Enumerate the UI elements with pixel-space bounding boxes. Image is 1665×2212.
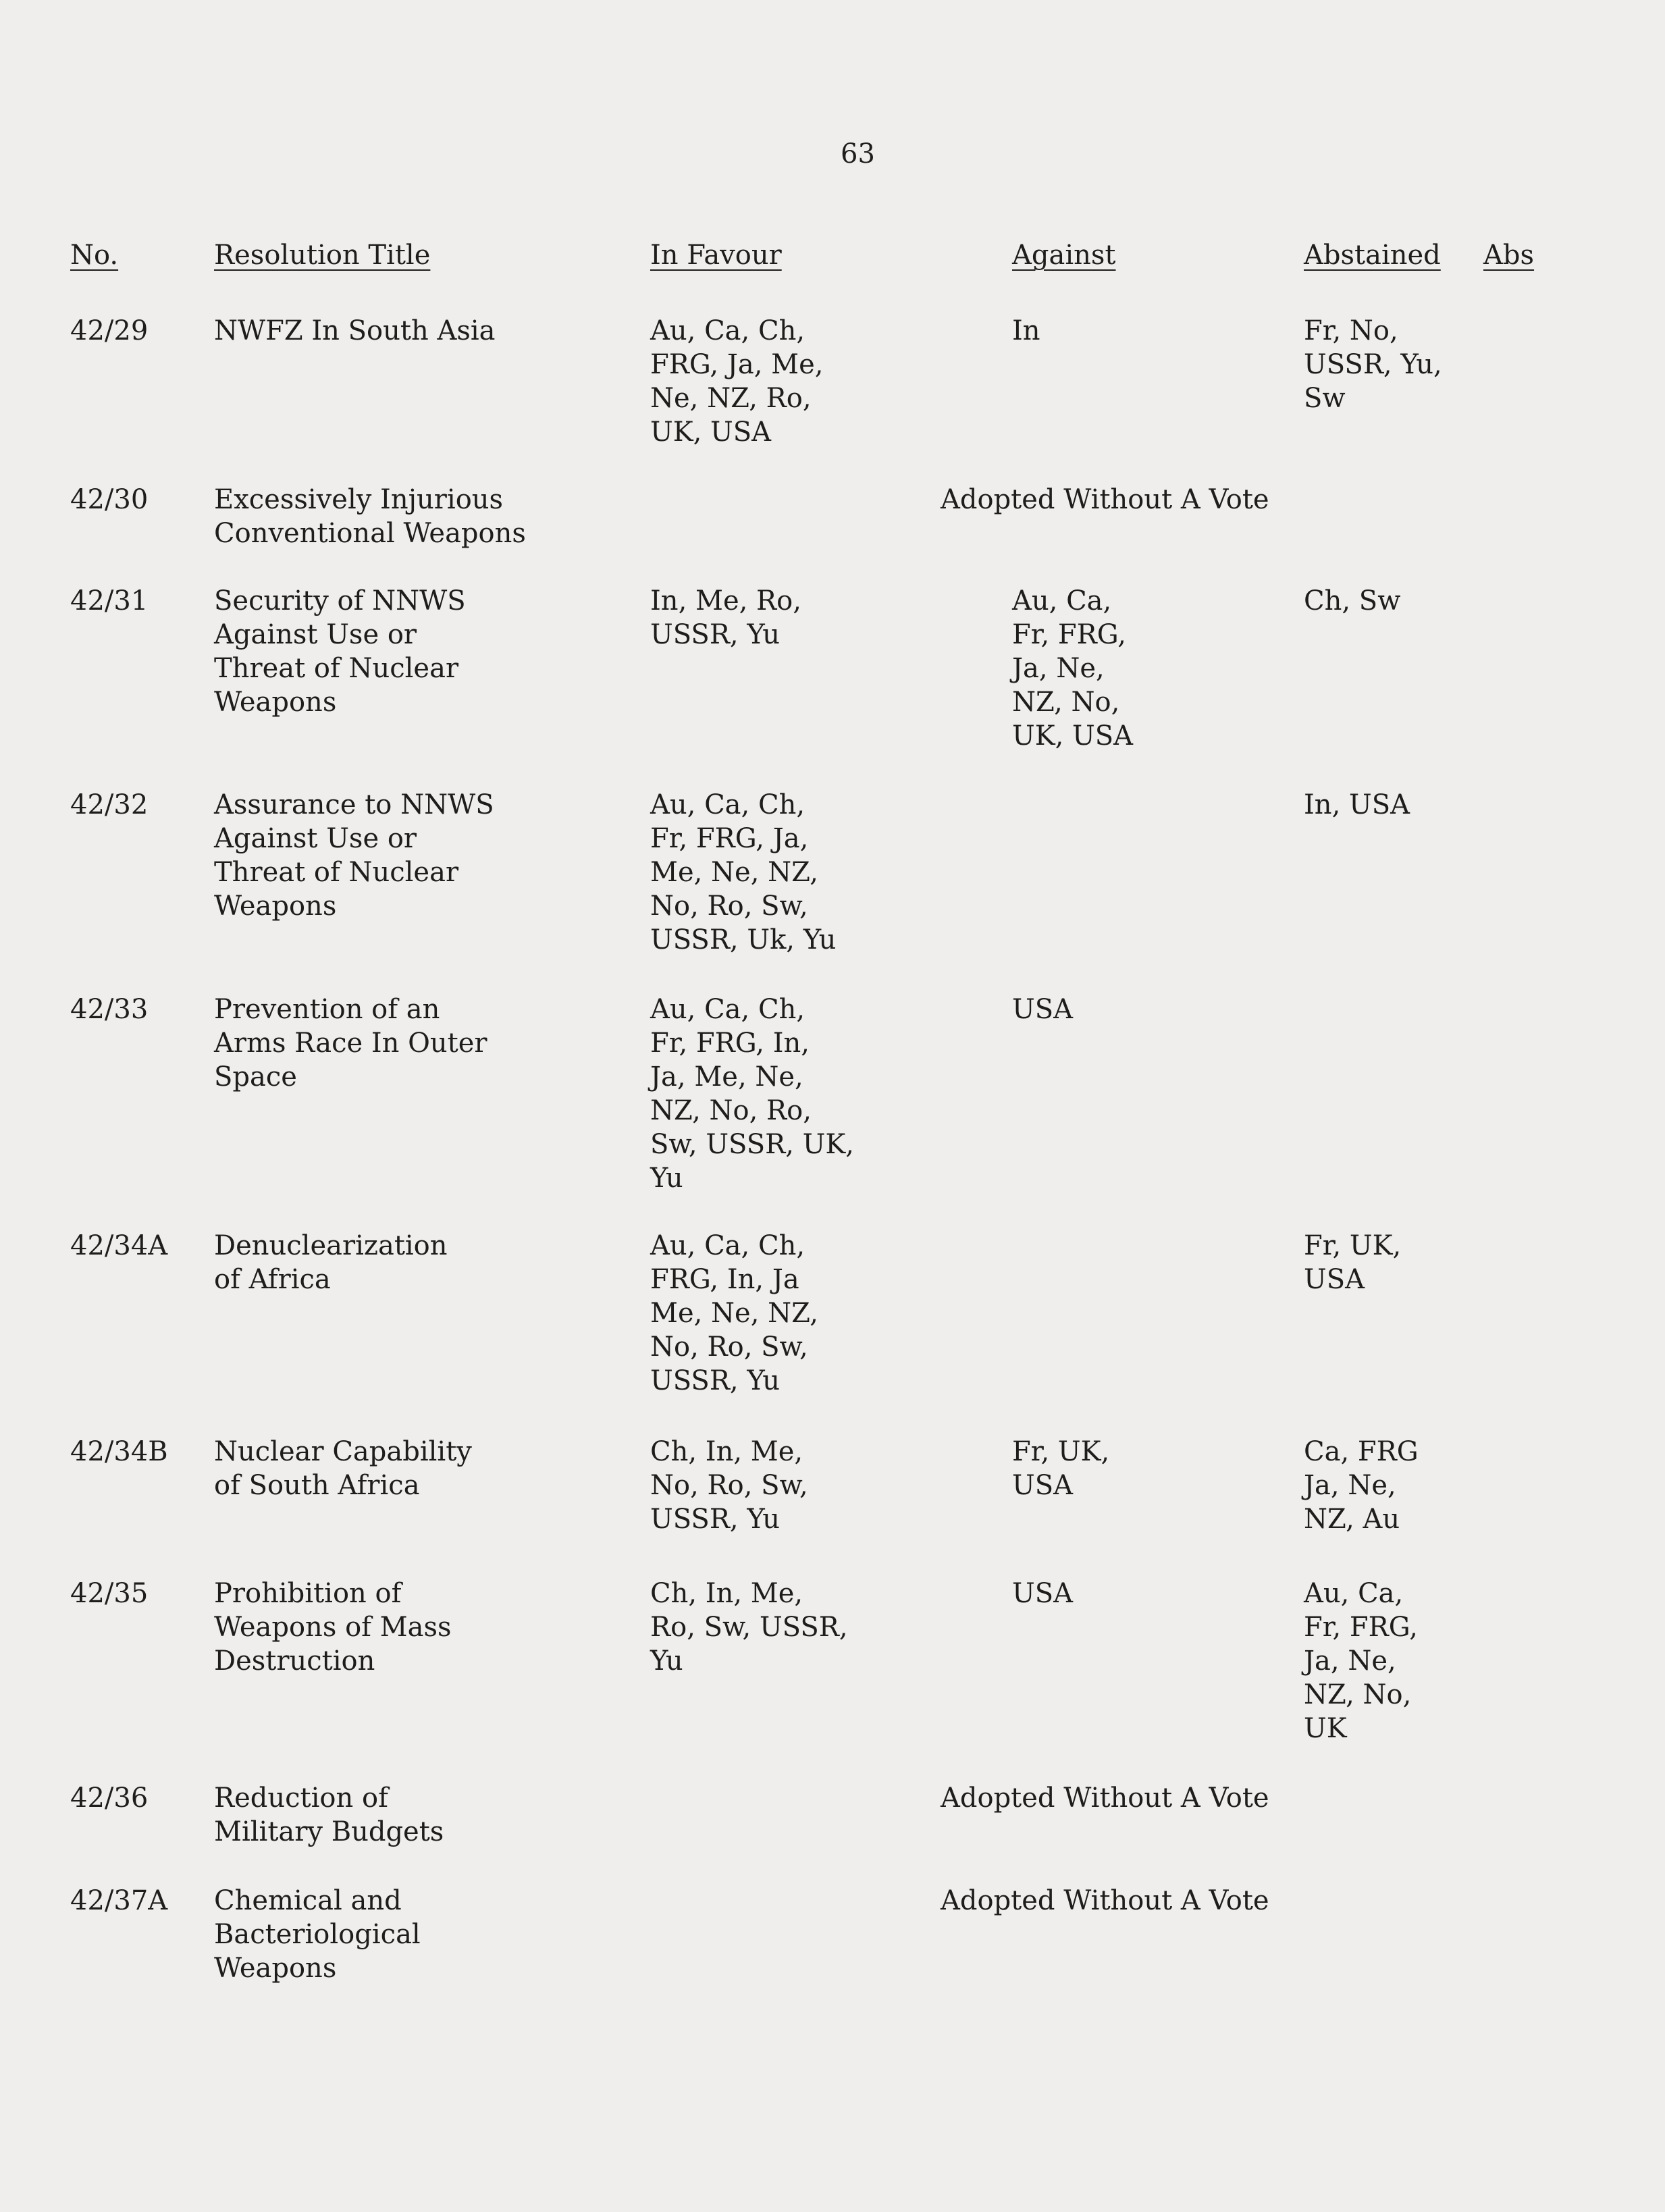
against-cell (1012, 993, 1073, 1026)
resolution-title-line: Bacteriological (214, 1919, 421, 1950)
in-favour-cell-line: Me, Ne, NZ, (650, 1298, 818, 1329)
in-favour-cell-line: Me, Ne, NZ, (650, 857, 818, 888)
resolution-title-line: Assurance to NNWS (214, 789, 494, 820)
resolution-title-line: Reduction of (214, 1783, 388, 1814)
resolution-title-line: Chemical and (214, 1885, 402, 1916)
abstained-cell-line: USA (1304, 1264, 1365, 1295)
resolution-title-line: Destruction (214, 1645, 375, 1677)
abstained-cell-line: UK (1304, 1713, 1347, 1744)
resolution-number: 42/31 (70, 585, 149, 616)
vote-status: Adopted Without A Vote (941, 1783, 1269, 1814)
in-favour-cell-line: Ro, Sw, USSR, (650, 1612, 848, 1643)
in-favour-cell-line: Ne, NZ, Ro, (650, 383, 812, 414)
resolution-title-line: Against Use or (214, 619, 417, 650)
header-abstained: Abstained (1304, 240, 1441, 271)
header-abs: Abs (1483, 240, 1535, 271)
in-favour-cell-line: UK, USA (650, 417, 772, 448)
against-cell-line: USA (1012, 994, 1073, 1025)
abstained-cell-line: Ja, Ne, (1304, 1470, 1396, 1501)
resolution-number: 42/37A (70, 1885, 168, 1916)
in-favour-cell-line: Ja, Me, Ne, (650, 1061, 803, 1092)
abstained-cell-line: Fr, No, (1304, 315, 1398, 346)
resolution-title (214, 993, 487, 1094)
in-favour-cell-line: USSR, Yu (650, 619, 781, 650)
against-cell (1012, 314, 1040, 348)
resolution-title-line: Weapons (214, 891, 337, 922)
against-cell-line: Fr, FRG, (1012, 619, 1127, 650)
resolution-title-line: Nuclear Capability (214, 1436, 472, 1467)
resolution-title-line: Security of NNWS (214, 585, 466, 616)
in-favour-cell-line: No, Ro, Sw, (650, 1332, 808, 1363)
abstained-cell-line: Fr, FRG, (1304, 1612, 1419, 1643)
resolution-number: 42/36 (70, 1783, 149, 1814)
in-favour-cell-line: No, Ro, Sw, (650, 891, 808, 922)
resolution-title-line: NWFZ In South Asia (214, 315, 496, 346)
in-favour-cell (650, 314, 823, 449)
in-favour-cell-line: Fr, FRG, In, (650, 1028, 810, 1059)
resolution-number: 42/33 (70, 994, 149, 1025)
against-cell (1012, 1435, 1109, 1502)
in-favour-cell-line: FRG, In, Ja (650, 1264, 799, 1295)
in-favour-cell-line: USSR, Uk, Yu (650, 924, 837, 955)
against-cell-line: USA (1012, 1470, 1073, 1501)
abstained-cell-line: Ca, FRG (1304, 1436, 1419, 1467)
resolution-title-line: Excessively Injurious (214, 484, 504, 515)
resolution-title (214, 584, 466, 719)
resolution-title (214, 788, 494, 923)
in-favour-cell (650, 1577, 848, 1678)
in-favour-cell (650, 993, 854, 1195)
resolution-number: 42/34B (70, 1436, 168, 1467)
abstained-cell-line: Au, Ca, (1304, 1578, 1404, 1609)
against-cell (1012, 1577, 1073, 1610)
in-favour-cell-line: USSR, Yu (650, 1504, 781, 1535)
against-cell-line: UK, USA (1012, 720, 1134, 752)
in-favour-cell-line: Sw, USSR, UK, (650, 1129, 854, 1160)
abstained-cell-line: USSR, Yu, (1304, 349, 1442, 380)
resolution-title-line: of Africa (214, 1264, 331, 1295)
abstained-cell (1304, 1229, 1401, 1296)
header-in-favour: In Favour (650, 240, 782, 271)
vote-status: Adopted Without A Vote (941, 484, 1269, 515)
vote-status: Adopted Without A Vote (941, 1885, 1269, 1916)
in-favour-cell-line: Fr, FRG, Ja, (650, 823, 809, 854)
abstained-cell-line: Fr, UK, (1304, 1230, 1402, 1261)
resolution-title (214, 1229, 448, 1296)
abstained-cell-line: In, USA (1304, 789, 1410, 820)
resolution-title-line: Space (214, 1061, 297, 1092)
against-cell-line: In (1012, 315, 1040, 346)
resolution-number: 42/34A (70, 1230, 168, 1261)
resolution-title (214, 1781, 444, 1849)
resolution-title-line: Threat of Nuclear (214, 857, 459, 888)
in-favour-cell (650, 788, 836, 957)
in-favour-cell-line: No, Ro, Sw, (650, 1470, 808, 1501)
abstained-cell (1304, 1577, 1418, 1745)
against-cell-line: NZ, No, (1012, 687, 1120, 718)
resolution-title (214, 314, 496, 348)
in-favour-cell-line: Au, Ca, Ch, (650, 789, 805, 820)
abstained-cell-line: NZ, Au (1304, 1504, 1400, 1535)
page-number: 63 (841, 138, 875, 169)
resolution-title-line: Arms Race In Outer (214, 1028, 487, 1059)
in-favour-cell (650, 1435, 808, 1536)
resolution-title-line: Prevention of an (214, 994, 440, 1025)
resolution-title (214, 1435, 472, 1502)
in-favour-cell-line: Au, Ca, Ch, (650, 315, 805, 346)
resolution-title (214, 483, 526, 550)
in-favour-cell-line: USSR, Yu (650, 1365, 781, 1396)
resolution-title-line: Weapons (214, 1953, 337, 1984)
resolution-title-line: Prohibition of (214, 1578, 402, 1609)
abstained-cell-line: NZ, No, (1304, 1679, 1412, 1710)
resolution-number: 42/35 (70, 1578, 149, 1609)
against-cell-line: Fr, UK, (1012, 1436, 1110, 1467)
resolution-title-line: Threat of Nuclear (214, 653, 459, 684)
abstained-cell-line: Sw (1304, 383, 1346, 414)
header-resolution-title: Resolution Title (214, 240, 431, 271)
in-favour-cell-line: Au, Ca, Ch, (650, 994, 805, 1025)
resolution-title-line: of South Africa (214, 1470, 420, 1501)
in-favour-cell-line: NZ, No, Ro, (650, 1095, 812, 1126)
abstained-cell (1304, 314, 1442, 415)
abstained-cell (1304, 1435, 1419, 1536)
abstained-cell-line: Ja, Ne, (1304, 1645, 1396, 1677)
resolution-title-line: Weapons of Mass (214, 1612, 452, 1643)
in-favour-cell (650, 584, 801, 652)
against-cell-line: Ja, Ne, (1012, 653, 1105, 684)
resolution-number: 42/30 (70, 484, 149, 515)
resolution-title-line: Conventional Weapons (214, 518, 526, 549)
against-cell-line: USA (1012, 1578, 1073, 1609)
in-favour-cell-line: Yu (650, 1163, 683, 1194)
in-favour-cell (650, 1229, 818, 1398)
resolution-title-line: Weapons (214, 687, 337, 718)
in-favour-cell-line: Au, Ca, Ch, (650, 1230, 805, 1261)
in-favour-cell-line: Ch, In, Me, (650, 1578, 803, 1609)
header-no: No. (70, 240, 119, 271)
abstained-cell-line: Ch, Sw (1304, 585, 1401, 616)
abstained-cell (1304, 788, 1410, 822)
resolution-title-line: Military Budgets (214, 1816, 444, 1847)
in-favour-cell-line: Yu (650, 1645, 683, 1677)
abstained-cell (1304, 584, 1400, 618)
against-cell (1012, 584, 1133, 753)
header-against: Against (1012, 240, 1116, 271)
against-cell-line: Au, Ca, (1012, 585, 1112, 616)
in-favour-cell-line: FRG, Ja, Me, (650, 349, 824, 380)
resolution-number: 42/32 (70, 789, 149, 820)
resolution-title (214, 1577, 452, 1678)
in-favour-cell-line: In, Me, Ro, (650, 585, 801, 616)
resolution-title (214, 1884, 421, 1985)
resolution-title-line: Against Use or (214, 823, 417, 854)
resolution-number: 42/29 (70, 315, 149, 346)
resolution-title-line: Denuclearization (214, 1230, 448, 1261)
in-favour-cell-line: Ch, In, Me, (650, 1436, 803, 1467)
